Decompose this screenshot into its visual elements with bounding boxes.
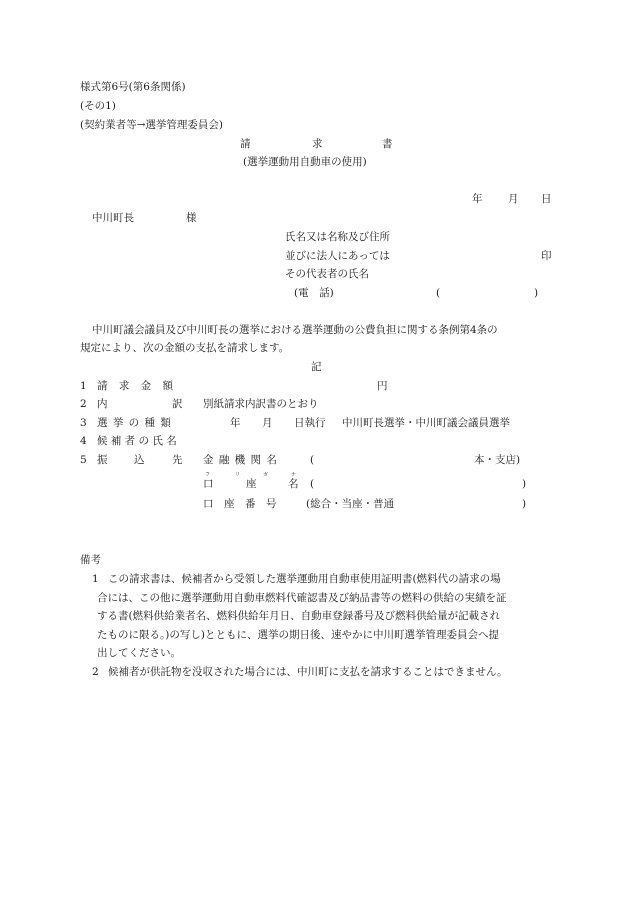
item-1-label: 請 求 金 額: [97, 380, 178, 392]
item-5-label-b: 込: [134, 454, 145, 466]
bank-name-label: 金 融 機 関 名: [203, 454, 278, 466]
item-5-number: 5: [80, 454, 87, 466]
note-2-line-1: 候補者が供託物を没収された場合には、中川町に支払を請求することはできません。: [108, 666, 508, 678]
item-2-value: 別紙請求内訳書のとおり: [203, 398, 319, 410]
account-type-options: (総合・当座・普通: [306, 498, 395, 510]
item-3-label: 選 挙 の 種 類: [97, 417, 172, 429]
note-1-number: 1: [92, 573, 99, 585]
seal-mark: 印: [541, 250, 552, 262]
item-1-number: 1: [80, 380, 87, 392]
note-1-line-3: する書(燃料供給業者名、燃料供給年月日、自動車登録番号及び燃料供給量が記載され: [97, 610, 501, 622]
item-2-label-b: 訳: [172, 398, 183, 410]
form-sub-number: (その1): [80, 100, 116, 112]
item-4-label: 候 補 者 の 氏 名: [97, 435, 177, 447]
note-1-line-5: 出してください。: [97, 647, 181, 659]
note-2-number: 2: [92, 666, 99, 678]
title-char-1: 請: [240, 138, 251, 150]
item-3-value: 中川町長選挙・中川町議会議員選挙: [342, 417, 510, 429]
notes-heading: 備考: [80, 554, 101, 566]
furigana-ri: リ: [235, 472, 241, 478]
furigana-fu: フ: [205, 472, 211, 478]
account-name-label-b: 座: [246, 478, 257, 490]
note-1-line-1: この請求書は、候補者から受領した選挙運動用自動車使用証明書(燃料代の請求の場: [108, 573, 501, 585]
telephone-close: ): [534, 287, 539, 299]
item-2-number: 2: [80, 398, 87, 410]
submission-flow: (契約業者等→選挙管理委員会): [80, 119, 223, 131]
item-3-year: 年: [230, 417, 241, 429]
claimant-line-3: その代表者の氏名: [285, 268, 369, 280]
account-number-label: 口 座 番 号: [203, 498, 277, 510]
bank-branch-suffix: 本・支店): [474, 454, 521, 466]
account-number-close: ): [522, 498, 527, 510]
title-char-2: 求: [312, 138, 323, 150]
item-3-day: 日執行: [294, 417, 326, 429]
account-name-label-c: 名: [288, 478, 299, 490]
account-name-close: ): [522, 478, 527, 490]
bank-name-open: (: [310, 454, 315, 466]
item-3-number: 3: [80, 417, 87, 429]
body-line-2: 規定により、次の金額の支払を請求します。: [80, 342, 290, 354]
item-5-label-a: 振: [97, 454, 108, 466]
claimant-line-2: 並びに法人にあっては: [285, 250, 390, 262]
ki-heading: 記: [311, 361, 322, 373]
title-char-3: 書: [382, 138, 393, 150]
item-2-label-a: 内: [97, 398, 108, 410]
telephone-label: (電 話): [294, 287, 334, 299]
note-1-line-4: たものに限る。)の写し)とともに、選挙の期日後、速やかに中川町選挙管理委員会へ提: [97, 629, 499, 641]
item-4-number: 4: [80, 435, 87, 447]
account-name-label-a: 口: [203, 478, 214, 490]
subtitle: (選挙運動用自動車の使用): [243, 156, 367, 168]
date-month: 月: [508, 193, 519, 205]
item-5-label-c: 先: [172, 454, 183, 466]
addressee-name: 中川町長: [92, 212, 134, 224]
date-day: 日: [541, 193, 552, 205]
form-number: 様式第6号(第6条関係): [80, 81, 186, 93]
note-1-line-2: 合には、この他に選挙運動用自動車燃料代確認書及び納品書等の燃料の供給の実績を証: [97, 592, 507, 604]
claimant-line-1: 氏名又は名称及び住所: [285, 231, 390, 243]
date-year: 年: [472, 193, 483, 205]
item-1-unit: 円: [377, 380, 388, 392]
addressee-honorific: 様: [186, 212, 197, 224]
body-line-1: 中川町議会議員及び中川町長の選挙における選挙運動の公費負担に関する条例第4条の: [92, 324, 498, 336]
item-3-month: 月: [262, 417, 273, 429]
telephone-open: (: [436, 287, 441, 299]
account-name-open: (: [310, 478, 315, 490]
furigana-ga: ガ: [263, 472, 269, 478]
furigana-na: ナ: [291, 472, 297, 478]
